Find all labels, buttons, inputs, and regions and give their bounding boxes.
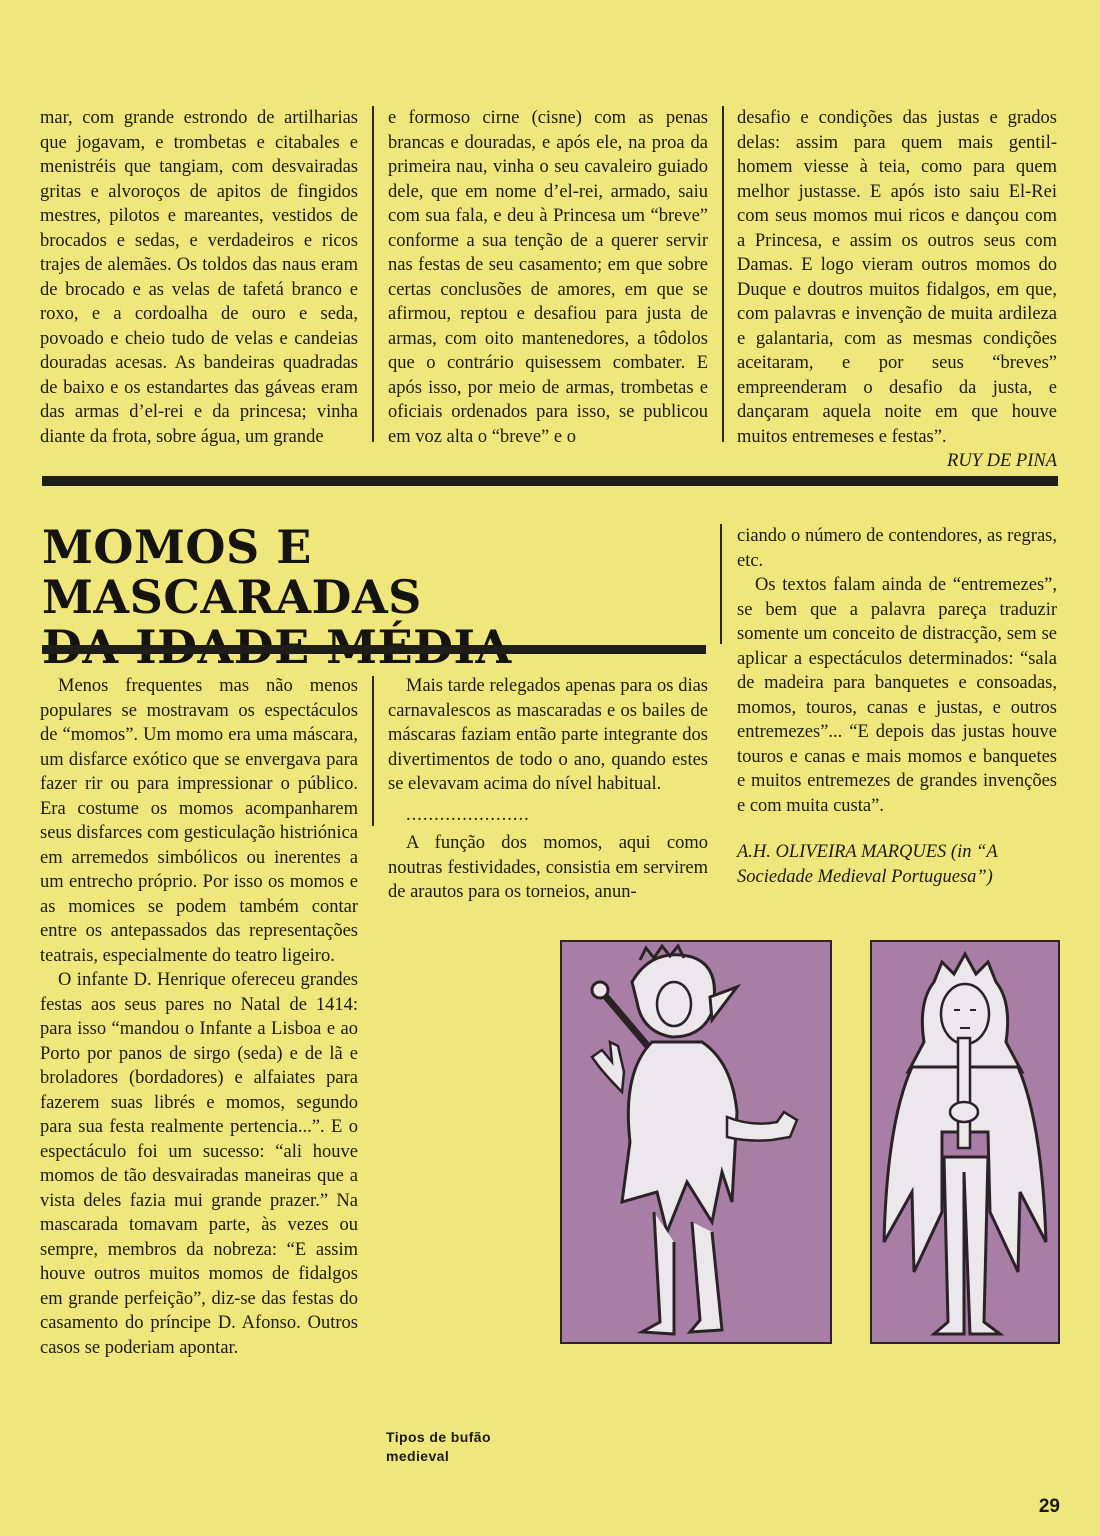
section-divider	[42, 476, 1058, 486]
title-underline	[42, 645, 706, 654]
article-column-3	[737, 524, 1057, 889]
figure-caption: Tipos de bufão medieval	[386, 1429, 491, 1464]
article-column-divider-1	[372, 676, 374, 826]
article-col2-ellipsis: ......................	[406, 804, 530, 825]
jester-illustration-1	[562, 942, 830, 1342]
article-col1-paragraph-1: Menos frequentes mas não menos populares se mostravam os espectáculos de “momos”. Um momo era uma máscara, um disfarce exótico que se envergava para fazer rir ou para impressionar o público. Era costume os momos acompanharem seus disfarces com gesticulação histriónica em arremedos simbólicos ou inerentes a um entrecho próprio. Por isso os momos e as momices se podem também contar entre os antepassados das representações teatrais, especialmente do teatro ligeiro.	[40, 676, 358, 966]
top-column-divider-1	[372, 106, 374, 442]
top-column-2	[388, 106, 708, 449]
article-col3-paragraph-1: ciando o número de contendores, as regras, etc.	[737, 526, 1057, 571]
top-column-divider-2	[722, 106, 724, 442]
top-column-3-text: desafio e condições das justas e grados delas: assim para quem mais gentil-homem viesse à teia, como para quem melhor justasse. E após isto saiu El-Rei com seus momos mui ricos e dançou com a Princesa, e assim os outros seus com Damas. E logo vieram outros momos do Duque e doutros muitos fidalgos, em que, com palavras e invenção de muita ardileza e galantaria, com as mesmas condições aceitaram, e por seus “breves” empreenderam o desafio da justa, e dançaram aquela noite em que houve muitos entremeses e festas”.	[737, 108, 1057, 447]
article-column-1	[40, 674, 358, 1360]
article-title-line-1: MOMOS E MASCARADAS	[42, 520, 422, 624]
article-col2-paragraph-1: Mais tarde relegados apenas para os dias carnavalescos as mascaradas e os bailes de máscaras faziam então parte integrante dos divertimentos de todo o ano, quando estes se elevavam acima do nível habitual.	[388, 676, 708, 794]
article-col2-paragraph-2: A função dos momos, aqui como noutras festividades, consistia em servirem de arautos para os torneios, anun-	[388, 833, 708, 902]
top-column-1-text: mar, com grande estrondo de artilharias que jogavam, e trombetas e citabales e menistréis que tangiam, com desvairadas gritas e alvoroços de apitos de fingidos mestres, pilotos e mareantes, vestidos de brocados e sedas, e verdadeiros e ricos trajes de alemães. Os toldos das naus eram de brocado e as velas de tafetá branco e roxo, e a cordoalha de ouro e seda, povoado e cheio tudo de velas e candeias douradas acesas. As bandeiras quadradas de baixo e os estandartes das gáveas eram das armas d’el-rei e da princesa; vinha diante da frota, sobre água, um grande	[40, 108, 358, 447]
top-signature: RUY DE PINA	[947, 451, 1057, 471]
jester-figure-right	[870, 940, 1060, 1344]
top-column-1	[40, 106, 358, 449]
article-col1-paragraph-2: O infante D. Henrique ofereceu grandes festas aos seus pares no Natal de 1414: para isso “mandou o Infante a Lisboa e ao Porto por panos de sirgo (seda) e de lã e broladores (bordadores) e alfaiates para fazerem suas librés e momos, segundo para sua festa realmente pertencia...”. E o espectáculo foi um sucesso: “ali houve momos de tão desvairadas maneiras que a vista deles fazia mui grande prazer.” Na mascarada tomavam parte, às vezes ou sempre, membros da nobreza: “E assim houve outros muitos momos de fidalgos em grande perfeição”, diz-se das festas do casamento do príncipe D. Afonso. Outros casos se poderiam apontar.	[40, 970, 358, 1358]
article-attribution: A.H. OLIVEIRA MARQUES (in “A Sociedade Medieval Portuguesa”)	[737, 842, 998, 887]
article-column-divider-2	[720, 524, 722, 644]
top-column-3	[737, 106, 1057, 474]
article-column-2	[388, 674, 708, 905]
page-number: 29	[1038, 1496, 1060, 1517]
article-col3-paragraph-2: Os textos falam ainda de “entremezes”, se bem que a palavra pareça traduzir somente um conceito de distracção, sem se aplicar a espectáculos determinados: “sala de madeira para banquetes e consoadas, momos, touros, canas e justas, e outros entremezes”... “E depois das justas houve touros e canas e mais momos e banquetes e muitos entremezes de grandes invenções e com muita custa”.	[737, 575, 1057, 816]
jester-illustration-2	[872, 942, 1058, 1342]
jester-figure-left	[560, 940, 832, 1344]
top-column-2-text: e formoso cirne (cisne) com as penas brancas e douradas, e após ele, na proa da primeira nau, vinha o seu cavaleiro guiado dele, que em nome d’el-rei, armado, saiu com sua fala, e deu à Princesa um “breve” conforme a sua tenção de a querer servir nas festas de seu casamento; em que sobre certas conclusões de amores, em que se afirmou, reptou e desafiou para justa de armas, com oito mantenedores, a tôdolos que o contrário quisessem combater. E após isso, por meio de armas, trombetas e oficiais ordenados para isso, se publicou em voz alta o “breve” e o	[388, 108, 708, 447]
